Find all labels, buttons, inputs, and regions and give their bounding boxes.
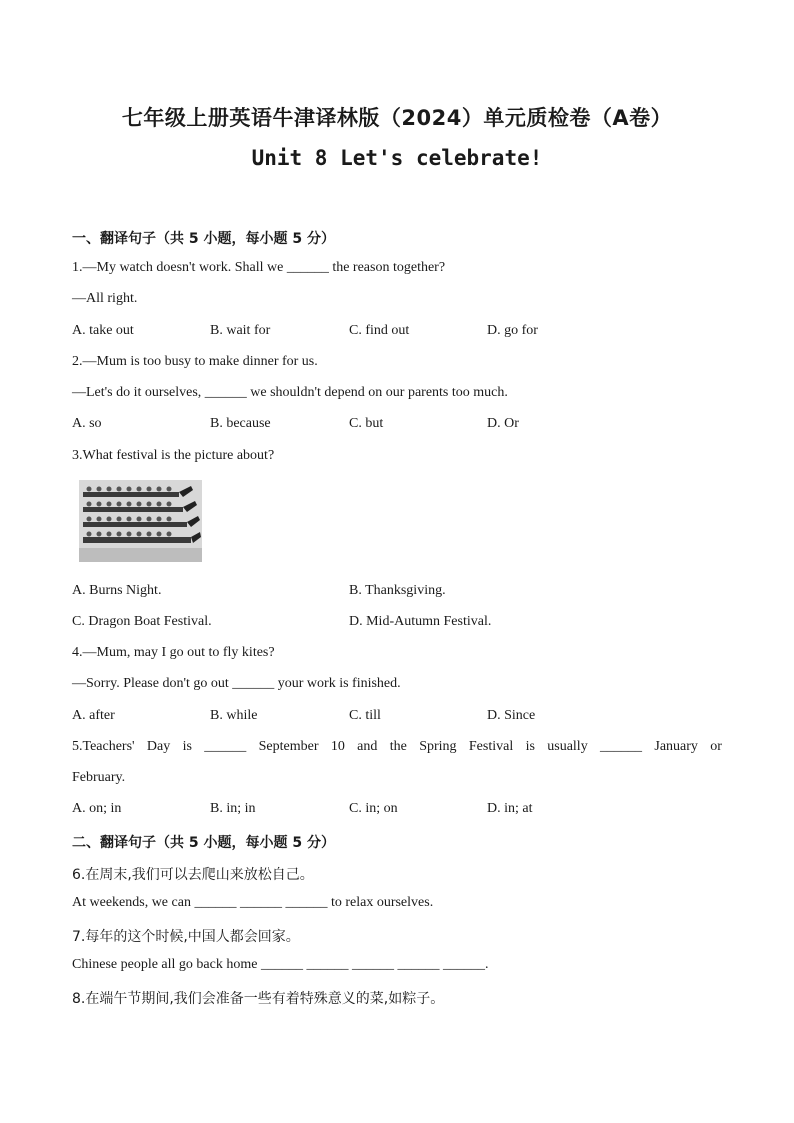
question-2-option-b: B. because [210,416,271,431]
question-2-option-a: A. so [72,416,102,431]
question-6-chinese: 6.在周末,我们可以去爬山来放松自己。 [72,867,314,883]
section-1-heading: 一、翻译句子（共 5 小题，每小题 5 分） [72,231,335,247]
question-5-text [72,739,722,755]
question-4-option-a: A. after [72,708,115,723]
question-4-text: 4.—Mum, may I go out to fly kites? [72,645,275,660]
question-5-option-b: B. in; in [210,801,256,816]
question-2-option-d: D. Or [487,416,519,431]
dragon-boat-photo [79,480,202,562]
q5-word: Spring [419,739,457,754]
page-subtitle: Unit 8 Let's celebrate! [251,146,543,170]
question-5-option-d: D. in; at [487,801,533,816]
question-8-chinese: 8.在端午节期间,我们会准备一些有着特殊意义的菜,如粽子。 [72,991,445,1007]
page-title: 七年级上册英语牛津译林版（2024）单元质检卷（A卷） [121,106,673,130]
q5-word: usually [547,739,588,754]
q5-word: 5.Teachers' [72,739,135,754]
question-2-text: 2.—Mum is too busy to make dinner for us. [72,354,318,369]
question-4-reply: —Sorry. Please don't go out ______ your work is finished. [72,676,401,691]
section-2-heading: 二、翻译句子（共 5 小题，每小题 5 分） [72,835,335,851]
q5-word: is [182,739,192,754]
question-1-option-b: B. wait for [210,323,271,338]
question-1-option-c: C. find out [349,323,410,338]
question-1-text: 1.—My watch doesn't work. Shall we ______ the reason together? [72,260,446,275]
question-1-reply: —All right. [72,291,138,306]
question-4-option-d: D. Since [487,708,536,723]
dragon-boat-image [79,480,202,562]
question-3-option-c: C. Dragon Boat Festival. [72,614,212,629]
q5-word: is [525,739,535,754]
question-5-option-c: C. in; on [349,801,398,816]
question-3-option-b: B. Thanksgiving. [349,583,446,598]
q5-word: 10 [330,739,345,754]
q5-word: or [710,739,722,754]
question-7-english: Chinese people all go back home ______ ______ ______ ______ ______. [72,957,489,972]
q5-word: the [389,739,407,754]
question-4-option-c: C. till [349,708,381,723]
q5-blank: ______ [204,739,247,754]
question-2-option-c: C. but [349,416,384,431]
question-2-reply: —Let's do it ourselves, ______ we shouldn't depend on our parents too much. [72,385,508,400]
question-5-continuation: February. [72,770,126,785]
q5-word: September [258,739,319,754]
question-7-chinese: 7.每年的这个时候,中国人都会回家。 [72,929,300,945]
question-3-option-d: D. Mid-Autumn Festival. [349,614,492,629]
question-3-text: 3.What festival is the picture about? [72,448,275,463]
q5-word: Festival [468,739,514,754]
question-4-option-b: B. while [210,708,258,723]
question-1-option-a: A. take out [72,323,134,338]
question-6-english: At weekends, we can ______ ______ ______ to relax ourselves. [72,895,434,910]
question-3-option-a: A. Burns Night. [72,583,162,598]
q5-word: Day [146,739,171,754]
question-1-option-d: D. go for [487,323,538,338]
question-5-option-a: A. on; in [72,801,122,816]
q5-blank: ______ [600,739,643,754]
q5-word: January [654,739,698,754]
q5-word: and [357,739,378,754]
